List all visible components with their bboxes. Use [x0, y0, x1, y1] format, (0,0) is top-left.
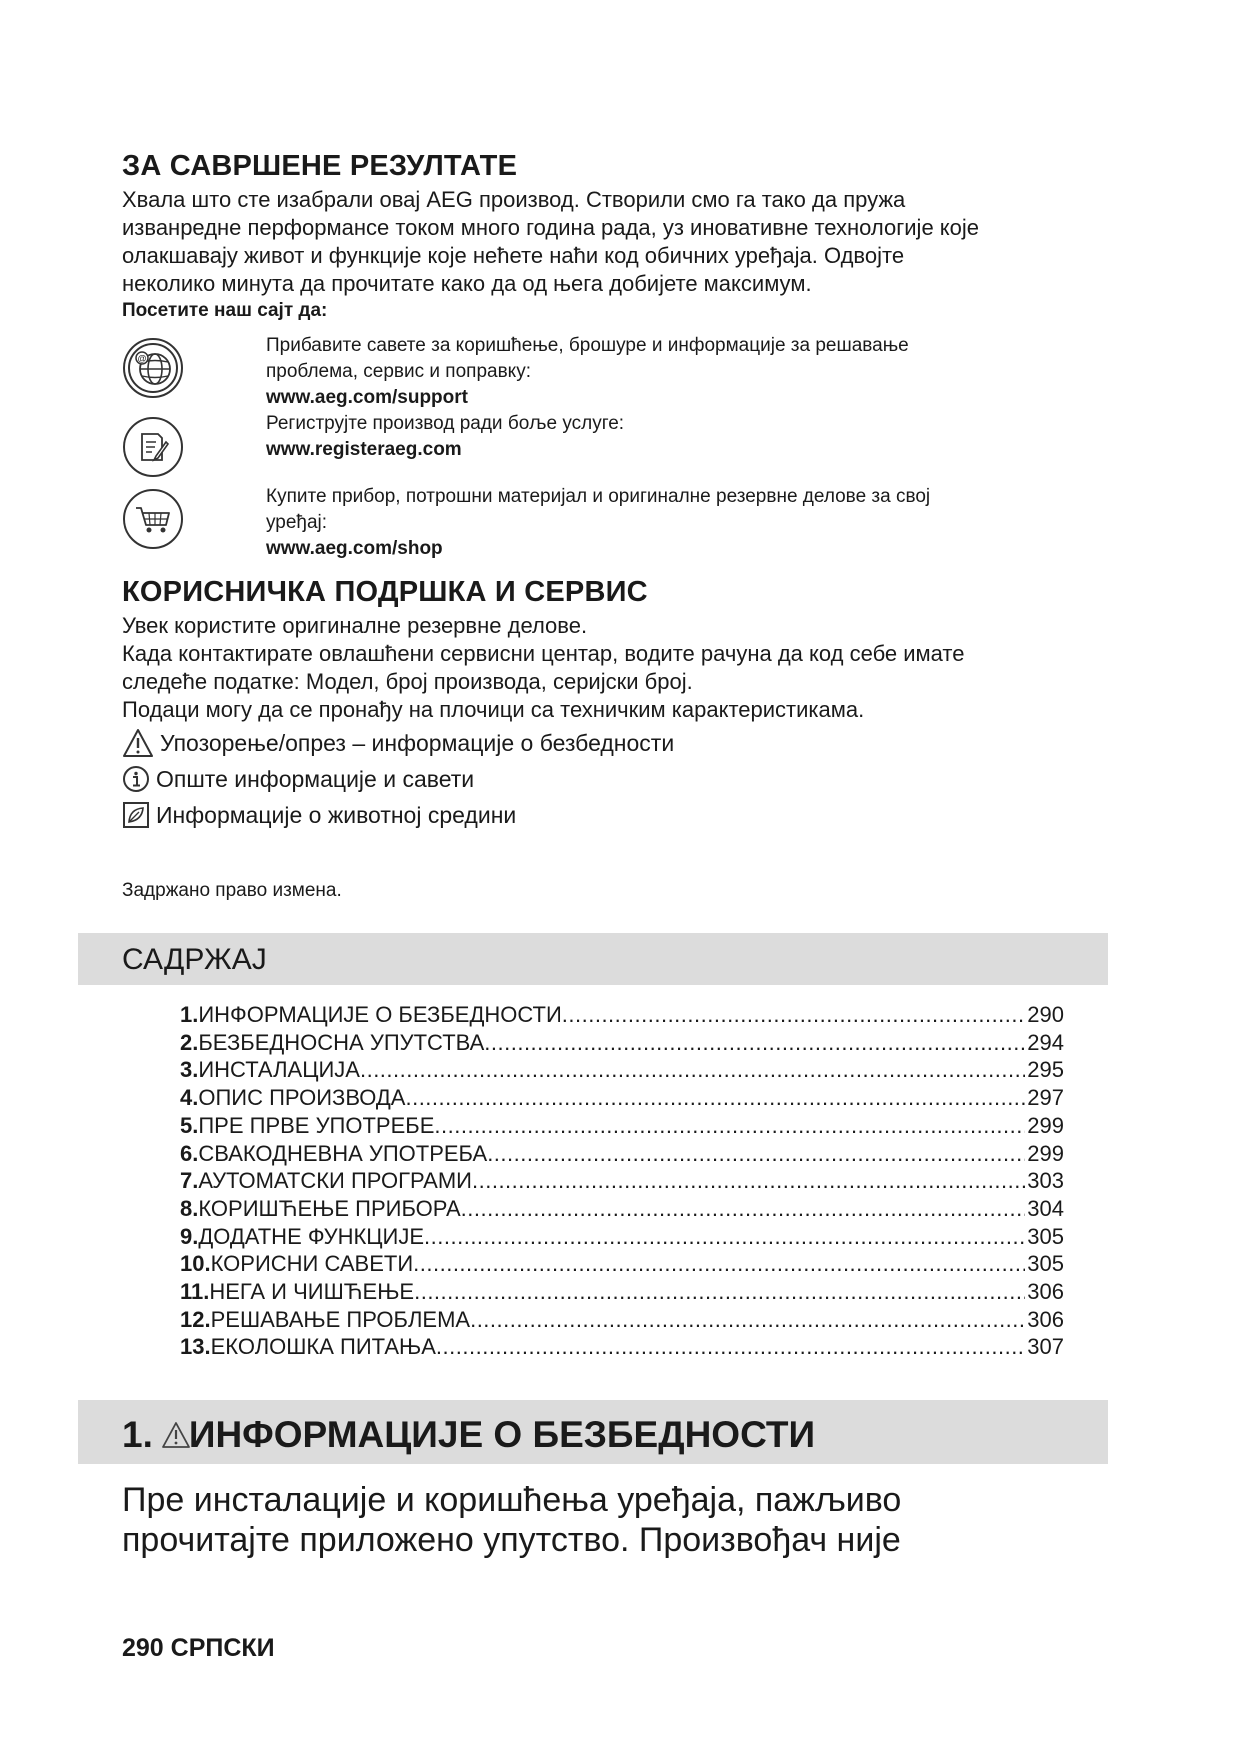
toc-entry-page: 307 [1027, 1334, 1064, 1360]
legend-text: Опште информације и савети [156, 765, 475, 792]
paragraph-line: Хвала што сте изабрали овај AEG производ. Створили смо га тако да пружа [122, 187, 906, 212]
toc-entry-number: 8. [180, 1195, 199, 1221]
warning-triangle-icon [161, 1421, 191, 1449]
chapter-number: 1. [122, 1414, 153, 1455]
toc-heading-band [78, 933, 1108, 985]
toc-entry-page: 299 [1027, 1140, 1064, 1166]
toc-entry-title: РЕШАВАЊЕ ПРОБЛЕМА [210, 1306, 471, 1332]
shop-text-line: Купите прибор, потрошни материјал и оригиналне резервне делове за свој [266, 486, 931, 507]
register-url-link[interactable]: www.registeraeg.com [266, 439, 462, 460]
paragraph-line: изванредне перформансе током много година рада, уз иновативне технологије које [122, 215, 980, 240]
toc-leader-dots [405, 1085, 1025, 1111]
paragraph-line: Подаци могу да се пронађу на плочици са техничким карактеристикама. [122, 697, 865, 722]
legend-row [122, 798, 674, 832]
paragraph-line: Увек користите оригиналне резервне делове. [122, 613, 588, 638]
toc-entry-title: НЕГА И ЧИШЋЕЊЕ [209, 1279, 415, 1304]
toc-entry[interactable] [180, 1113, 1064, 1141]
toc-entry-title: ДОДАТНЕ ФУНКЦИЈЕ [198, 1223, 425, 1249]
toc-entry-page: 306 [1027, 1279, 1064, 1304]
toc-entry-title: КОРИСНИ САВЕТИ [210, 1251, 414, 1277]
toc-entry[interactable] [180, 1002, 1064, 1030]
toc-entry-title: ПРЕ ПРВЕ УПОТРЕБЕ [198, 1112, 435, 1138]
toc-entry-number: 7. [180, 1168, 199, 1194]
toc-entry[interactable] [180, 1224, 1064, 1252]
register-document-icon [122, 416, 184, 483]
toc-entry-page: 299 [1027, 1112, 1064, 1138]
paragraph-line: неколико минута да прочитате како да од њега добијете максимум. [122, 271, 812, 296]
toc-entry-number: 2. [180, 1029, 199, 1055]
toc-entry-page: 297 [1027, 1085, 1064, 1111]
toc-entry-number: 1. [180, 1002, 199, 1027]
toc-entry-title: БЕЗБЕДНОСНА УПУТСТВА [198, 1029, 485, 1055]
toc-leader-dots [424, 1224, 1025, 1250]
chapter-heading-band [78, 1400, 1108, 1464]
toc-leader-dots [470, 1307, 1025, 1333]
shopping-cart-icon [122, 488, 184, 555]
shop-info [266, 484, 930, 562]
toc-entry[interactable] [180, 1085, 1064, 1113]
support-paragraph [122, 612, 965, 724]
intro-line: Пре инсталације и коришћења уређаја, пажљиво [122, 1481, 902, 1519]
leaf-environment-icon [122, 801, 150, 829]
toc-entry-title: ОПИС ПРОИЗВОДА [198, 1085, 406, 1111]
chapter-title: ИНФОРМАЦИЈЕ О БЕЗБЕДНОСТИ [188, 1414, 816, 1455]
toc-entry-page: 305 [1027, 1223, 1064, 1249]
legend-row [122, 762, 674, 796]
toc-entry-number: 12. [180, 1306, 211, 1332]
chapter-intro [122, 1480, 901, 1560]
rights-reserved-note: Задржано право измена. [122, 880, 342, 901]
toc-entry-number: 10. [180, 1251, 211, 1277]
toc-entry-number: 4. [180, 1085, 199, 1111]
page-footer: 290 СРПСКИ [122, 1634, 275, 1662]
toc-entry-page: 303 [1027, 1168, 1064, 1194]
info-icon [122, 765, 150, 793]
toc-entry-number: 3. [180, 1057, 199, 1083]
toc-entry-page: 306 [1027, 1306, 1064, 1332]
shop-text-line: уређај: [266, 512, 328, 533]
shop-url-link[interactable]: www.aeg.com/shop [266, 538, 443, 559]
legend-row [122, 726, 674, 760]
register-text-line: Региструјте производ ради боље услуге: [266, 413, 625, 434]
toc-leader-dots [461, 1196, 1026, 1222]
toc-entry[interactable] [180, 1334, 1064, 1362]
paragraph-line: следеће податке: Модел, број производа, серијски број. [122, 669, 693, 694]
legend-text: Упозорење/опрез – информације о безбедности [160, 729, 675, 756]
symbol-legend [122, 726, 674, 832]
toc-entry[interactable] [180, 1279, 1064, 1307]
toc-leader-dots [484, 1030, 1025, 1056]
visit-label: Посетите наш сајт да: [122, 300, 328, 321]
toc-entry[interactable] [180, 1168, 1064, 1196]
section-title-support-service: КОРИСНИЧКА ПОДРШКА И СЕРВИС [122, 576, 648, 608]
toc-leader-dots [434, 1113, 1025, 1139]
paragraph-line: Када контактирате овлашћени сервисни центар, водите рачуна да код себе имате [122, 641, 965, 666]
toc-entry-title: ИНСТАЛАЦИЈА [198, 1057, 360, 1083]
toc-leader-dots [360, 1057, 1025, 1083]
toc-entry-page: 304 [1027, 1195, 1064, 1221]
support-text-line: проблема, сервис и поправку: [266, 361, 531, 382]
toc-entry-number: 13. [180, 1334, 211, 1360]
chapter-heading [122, 1414, 815, 1456]
toc-heading: САДРЖАЈ [122, 943, 267, 976]
toc-entry-title: АУТОМАТСКИ ПРОГРАМИ [198, 1168, 472, 1194]
toc-entry-number: 11. [180, 1279, 210, 1304]
support-url-link[interactable]: www.aeg.com/support [266, 387, 468, 408]
toc-entry-page: 290 [1027, 1002, 1064, 1027]
toc-leader-dots [414, 1279, 1025, 1305]
toc-entry-number: 6. [180, 1140, 199, 1166]
support-info [266, 333, 909, 411]
toc-entry-title: ЕКОЛОШКА ПИТАЊА [210, 1334, 436, 1360]
toc-entry-number: 5. [180, 1112, 199, 1138]
toc-entry-page: 294 [1027, 1029, 1064, 1055]
globe-support-icon [122, 337, 184, 404]
toc-entry[interactable] [180, 1196, 1064, 1224]
section-title-perfect-results: ЗА САВРШЕНЕ РЕЗУЛТАТЕ [122, 150, 518, 182]
paragraph-line: олакшавају живот и функције које нећете наћи код обичних уређаја. Одвојте [122, 243, 905, 268]
toc-entry-title: ИНФОРМАЦИЈЕ О БЕЗБЕДНОСТИ [198, 1002, 562, 1027]
toc-leader-dots [487, 1141, 1025, 1167]
intro-line: прочитајте приложено упутство. Произвођач није [122, 1521, 901, 1559]
toc-entry-page: 295 [1027, 1057, 1064, 1083]
toc-entry-title: СВАКОДНЕВНА УПОТРЕБА [198, 1140, 488, 1166]
toc-leader-dots [472, 1168, 1025, 1194]
toc-leader-dots [436, 1334, 1025, 1360]
legend-text: Информације о животној средини [156, 801, 517, 828]
warning-triangle-icon [122, 728, 154, 758]
toc-entry[interactable] [180, 1141, 1064, 1169]
toc-entry[interactable] [180, 1251, 1064, 1279]
toc-entry[interactable] [180, 1030, 1064, 1058]
toc-entry-page: 305 [1027, 1251, 1064, 1277]
intro-paragraph [122, 186, 979, 298]
toc-entry-number: 9. [180, 1223, 199, 1249]
toc-entry[interactable] [180, 1057, 1064, 1085]
support-text-line: Прибавите савете за коришћење, брошуре и информације за решавање [266, 335, 909, 356]
register-info [266, 411, 624, 463]
toc-leader-dots [562, 1002, 1026, 1028]
toc-leader-dots [413, 1251, 1025, 1277]
toc-entry[interactable] [180, 1307, 1064, 1335]
svg-text:@: @ [137, 353, 147, 364]
toc-entry-title: КОРИШЋЕЊЕ ПРИБОРА [198, 1195, 461, 1221]
